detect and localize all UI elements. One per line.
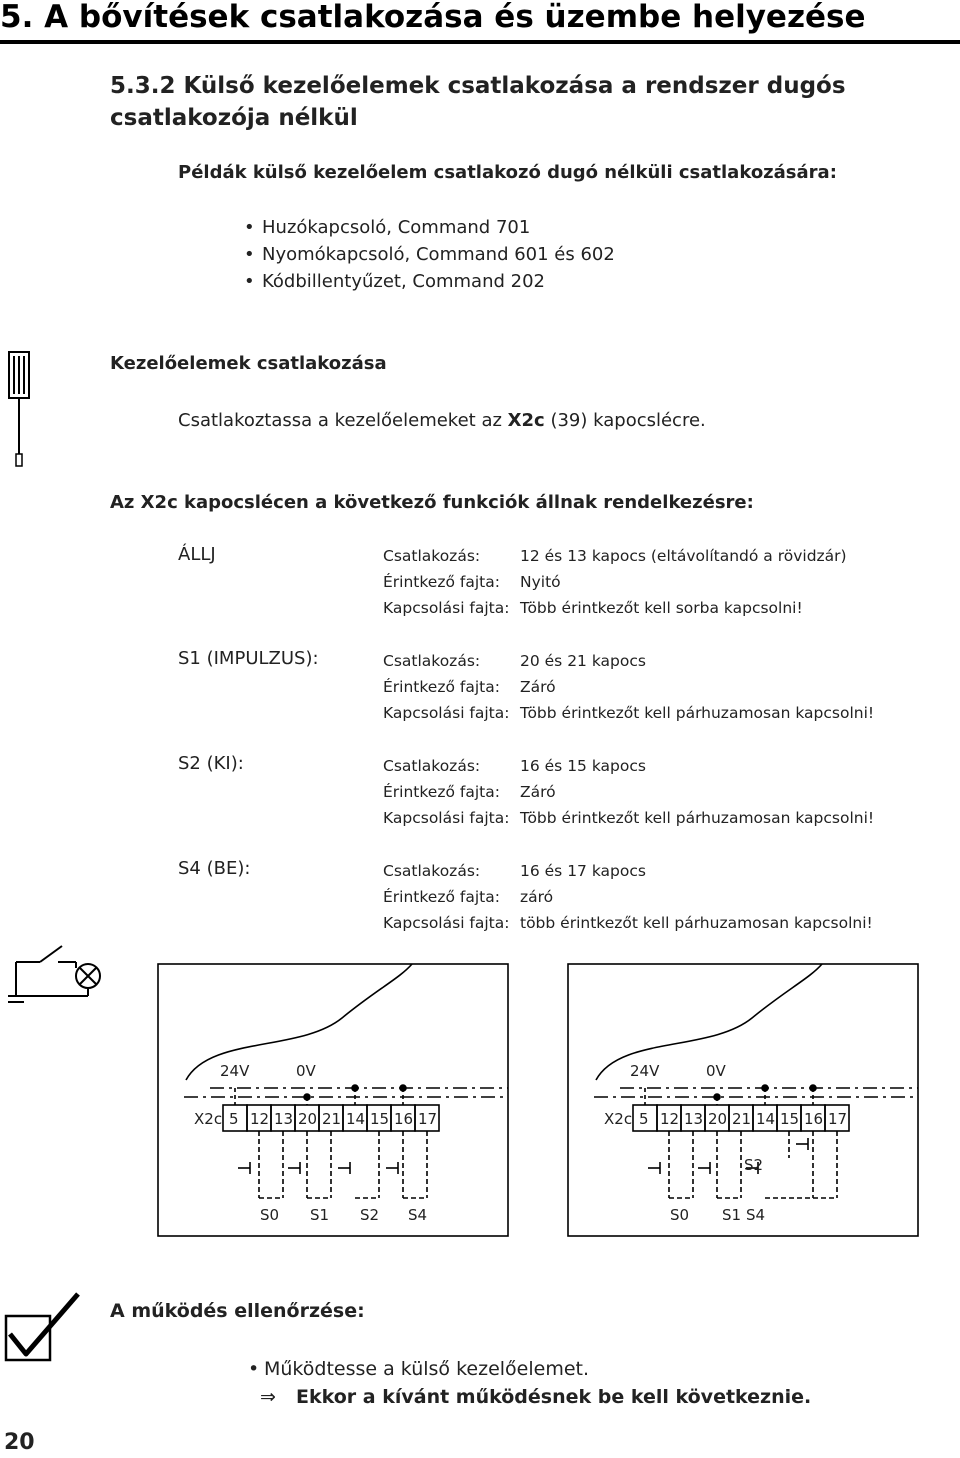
- title-rule: [0, 40, 960, 44]
- row-label: Kapcsolási fajta:: [383, 914, 510, 932]
- screwdriver-icon: [6, 350, 34, 470]
- row-label: Kapcsolási fajta:: [383, 809, 510, 827]
- list-item: • Kódbillentyűzet, Command 202: [244, 268, 615, 295]
- wiring-diagram-left: [158, 964, 508, 1236]
- row-value: 20 és 21 kapocs: [520, 652, 646, 670]
- terminal-label: 21: [322, 1110, 342, 1128]
- connector-label: X2c: [194, 1110, 223, 1128]
- switch-label: S1: [310, 1206, 330, 1224]
- terminal-label: 20: [298, 1110, 318, 1128]
- result-item: [252, 1383, 811, 1411]
- function-name-s2: S2 (KI):: [178, 753, 244, 774]
- row-label: Érintkező fajta:: [383, 888, 500, 906]
- row-value: Záró: [520, 678, 556, 696]
- row-label: Csatlakozás:: [383, 652, 481, 670]
- function-row: [383, 543, 847, 569]
- terminal-label: 5: [229, 1110, 239, 1128]
- row-value: Nyitó: [520, 573, 561, 591]
- check-heading: A működés ellenőrzése:: [110, 1300, 365, 1322]
- function-row: [383, 858, 873, 884]
- connect-heading: Kezelőelemek csatlakozása: [110, 353, 387, 374]
- row-label: Kapcsolási fajta:: [383, 599, 510, 617]
- list-item: • Huzókapcsoló, Command 701: [244, 214, 615, 241]
- function-row: [383, 674, 874, 700]
- connect-text-after: (39) kapocslécre.: [544, 410, 706, 431]
- page-number: 20: [4, 1430, 35, 1455]
- terminal-label: 14: [346, 1110, 366, 1128]
- checkmark-icon: [2, 1288, 82, 1368]
- function-row: [383, 648, 874, 674]
- function-name-s1: S1 (IMPULZUS):: [178, 648, 319, 669]
- function-details-s4: [383, 858, 873, 936]
- list-item: • Nyomókapcsoló, Command 601 és 602: [244, 241, 615, 268]
- switch-label: S2: [744, 1156, 764, 1174]
- switch-label: S0: [260, 1206, 280, 1224]
- row-value: Több érintkezőt kell párhuzamosan kapcsolni!: [520, 809, 875, 827]
- voltage-0-label: 0V: [296, 1062, 316, 1080]
- row-label: Csatlakozás:: [383, 862, 481, 880]
- section-title-line-2: csatlakozója nélkül: [110, 105, 358, 131]
- row-value: 12 és 13 kapocs (eltávolítandó a rövidzár): [520, 547, 847, 565]
- examples-list: [244, 214, 615, 295]
- function-row: [383, 910, 873, 936]
- switch-label: S4: [408, 1206, 428, 1224]
- terminal-label: 13: [684, 1110, 704, 1128]
- function-details-stop: [383, 543, 847, 621]
- section-title: [110, 70, 846, 134]
- chapter-title: 5. A bővítések csatlakozása és üzembe helyezése: [0, 0, 866, 35]
- function-row: [383, 569, 847, 595]
- row-value: Több érintkezőt kell párhuzamosan kapcsolni!: [520, 704, 875, 722]
- row-label: Érintkező fajta:: [383, 783, 500, 801]
- row-value: záró: [520, 888, 554, 906]
- switch-label: S0: [670, 1206, 690, 1224]
- function-row: [383, 779, 874, 805]
- connect-text-terminal: X2c: [507, 410, 545, 431]
- row-value: 16 és 15 kapocs: [520, 757, 646, 775]
- connect-text: [178, 410, 706, 431]
- section-title-line-1: 5.3.2 Külső kezelőelemek csatlakozása a rendszer dugós: [110, 73, 846, 99]
- examples-heading: Példák külső kezelőelem csatlakozó dugó nélküli csatlakozására:: [178, 162, 837, 183]
- list-item: • Működtesse a külső kezelőelemet.: [248, 1355, 811, 1383]
- terminal-label: 15: [780, 1110, 800, 1128]
- functions-heading: Az X2c kapocslécen a következő funkciók állnak rendelkezésre:: [110, 492, 754, 513]
- row-value: 16 és 17 kapocs: [520, 862, 646, 880]
- function-row: [383, 805, 874, 831]
- terminal-label: 13: [274, 1110, 294, 1128]
- terminal-label: 12: [250, 1110, 270, 1128]
- switch-label: S1: [722, 1206, 742, 1224]
- row-label: Érintkező fajta:: [383, 573, 500, 591]
- voltage-0-label: 0V: [706, 1062, 726, 1080]
- function-details-s1: [383, 648, 874, 726]
- switch-lamp-icon: [6, 940, 112, 1006]
- row-value: Több érintkezőt kell sorba kapcsolni!: [520, 599, 803, 617]
- row-label: Kapcsolási fajta:: [383, 704, 510, 722]
- connector-label: X2c: [604, 1110, 633, 1128]
- function-row: [383, 884, 873, 910]
- wiring-diagrams: [150, 958, 920, 1242]
- switch-label: S2: [360, 1206, 380, 1224]
- terminal-label: 16: [804, 1110, 824, 1128]
- check-list: [248, 1355, 811, 1411]
- terminal-label: 16: [394, 1110, 414, 1128]
- wiring-diagram-right: [568, 964, 918, 1236]
- terminal-label: 20: [708, 1110, 728, 1128]
- row-value: több érintkezőt kell párhuzamosan kapcsolni!: [520, 914, 873, 932]
- terminal-label: 17: [828, 1110, 848, 1128]
- terminal-label: 5: [639, 1110, 649, 1128]
- terminal-label: 17: [418, 1110, 438, 1128]
- terminal-label: 14: [756, 1110, 776, 1128]
- row-label: Csatlakozás:: [383, 757, 481, 775]
- function-row: [383, 595, 847, 621]
- voltage-24-label: 24V: [630, 1062, 660, 1080]
- terminal-label: 15: [370, 1110, 390, 1128]
- result-text: Ekkor a kívánt működésnek be kell következnie.: [296, 1386, 812, 1408]
- function-name-stop: ÁLLJ: [178, 544, 216, 565]
- terminal-label: 21: [732, 1110, 752, 1128]
- function-name-s4: S4 (BE):: [178, 858, 251, 879]
- row-value: Záró: [520, 783, 556, 801]
- voltage-24-label: 24V: [220, 1062, 250, 1080]
- arrow-right-icon: ⇒: [260, 1386, 276, 1408]
- terminal-label: 12: [660, 1110, 680, 1128]
- function-row: [383, 753, 874, 779]
- function-row: [383, 700, 874, 726]
- function-details-s2: [383, 753, 874, 831]
- row-label: Csatlakozás:: [383, 547, 481, 565]
- connect-text-before: Csatlakoztassa a kezelőelemeket az: [178, 410, 508, 431]
- switch-label: S4: [746, 1206, 766, 1224]
- row-label: Érintkező fajta:: [383, 678, 500, 696]
